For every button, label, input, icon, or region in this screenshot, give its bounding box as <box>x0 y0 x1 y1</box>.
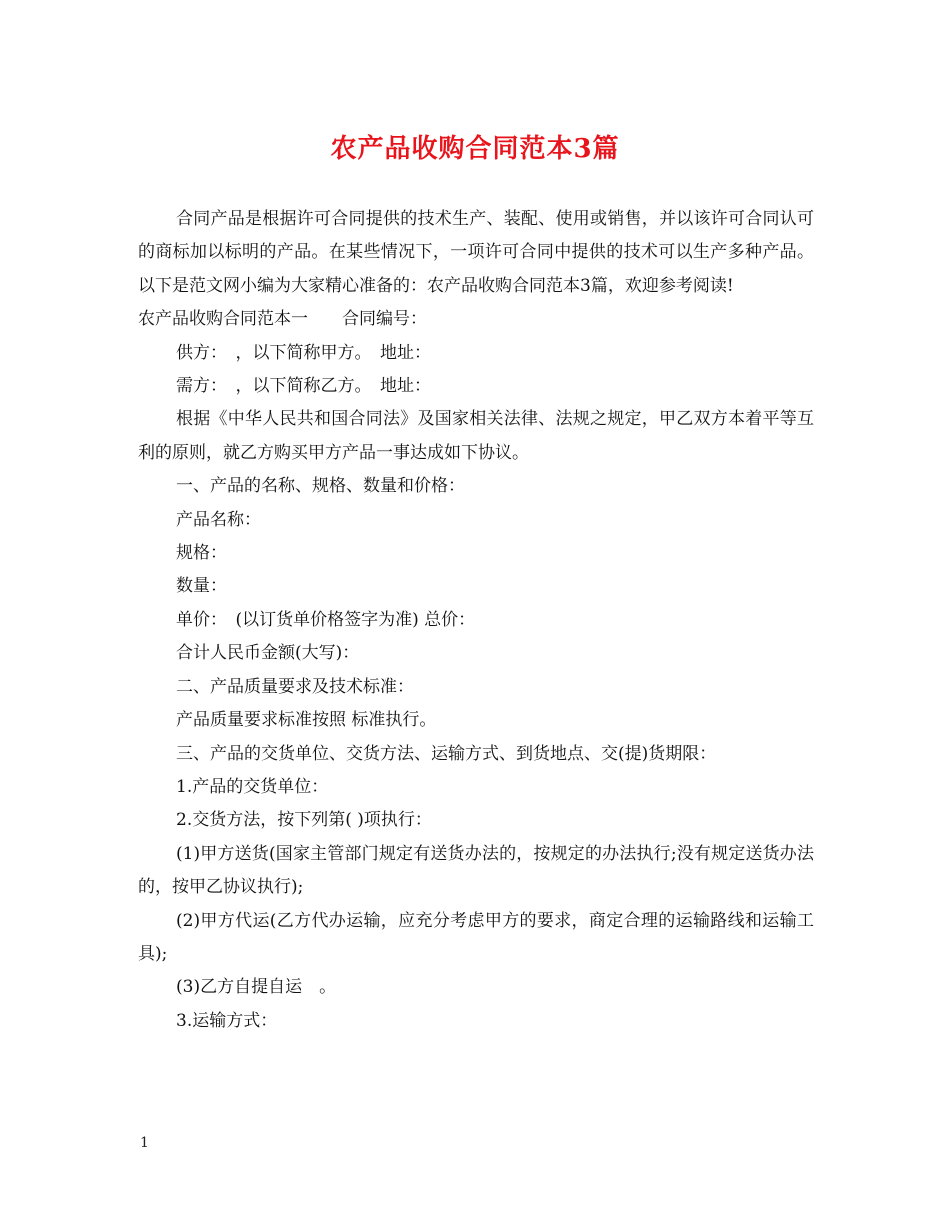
delivery-method-item: 2.交货方法，按下列第( )项执行： <box>176 810 432 831</box>
page-number: 1 <box>140 1135 149 1151</box>
clause-2-heading: 二、产品质量要求及技术标准： <box>176 676 414 697</box>
section-title-line: 农产品收购合同范本一 合同编号： <box>138 309 427 330</box>
quality-standard-line: 产品质量要求标准按照 标准执行。 <box>176 710 437 731</box>
delivery-unit-item: 1.产品的交货单位： <box>176 776 329 797</box>
document-title: 农产品收购合同范本3篇 <box>330 134 620 164</box>
clause-1-heading: 一、产品的名称、规格、数量和价格： <box>176 476 465 497</box>
document-body <box>138 203 814 1038</box>
intro-paragraph: 合同产品是根据许可合同提供的技术生产、装配、使用或销售，并以该许可合同认可的商标加以标明的产品。在某些情况下，一项许可合同中提供的技术可以生产多种产品。以下是范文网小编为大家精心准备的：农产品收购合同范本3篇，欢迎参考阅读! <box>138 209 814 296</box>
basis-paragraph: 根据《中华人民共和国合同法》及国家相关法律、法规之规定，甲乙双方本着平等互利的原则，就乙方购买甲方产品一事达成如下协议。 <box>138 409 814 463</box>
transport-method-item: 3.运输方式： <box>176 1010 278 1031</box>
total-rmb-line: 合计人民币金额(大写)： <box>176 643 360 664</box>
option-2-paragraph: (2)甲方代运(乙方代办运输，应充分考虑甲方的要求，商定合理的运输路线和运输工具); <box>138 910 814 964</box>
clause-3-heading: 三、产品的交货单位、交货方法、运输方式、到货地点、交(提)货期限： <box>176 743 717 764</box>
product-name-line: 产品名称： <box>176 509 261 530</box>
supplier-line: 供方： ，以下简称甲方。 地址： <box>176 342 431 363</box>
spec-line: 规格： <box>176 543 227 564</box>
buyer-line: 需方： ，以下简称乙方。 地址： <box>176 376 431 397</box>
unit-price-line: 单价： (以订货单价格签字为准) 总价： <box>176 609 476 630</box>
option-1-paragraph: (1)甲方送货(国家主管部门规定有送货办法的，按规定的办法执行;没有规定送货办法的，按甲乙协议执行); <box>138 843 814 898</box>
option-3-line: (3)乙方自提自运 。 <box>176 977 337 998</box>
quantity-line: 数量： <box>176 576 227 597</box>
